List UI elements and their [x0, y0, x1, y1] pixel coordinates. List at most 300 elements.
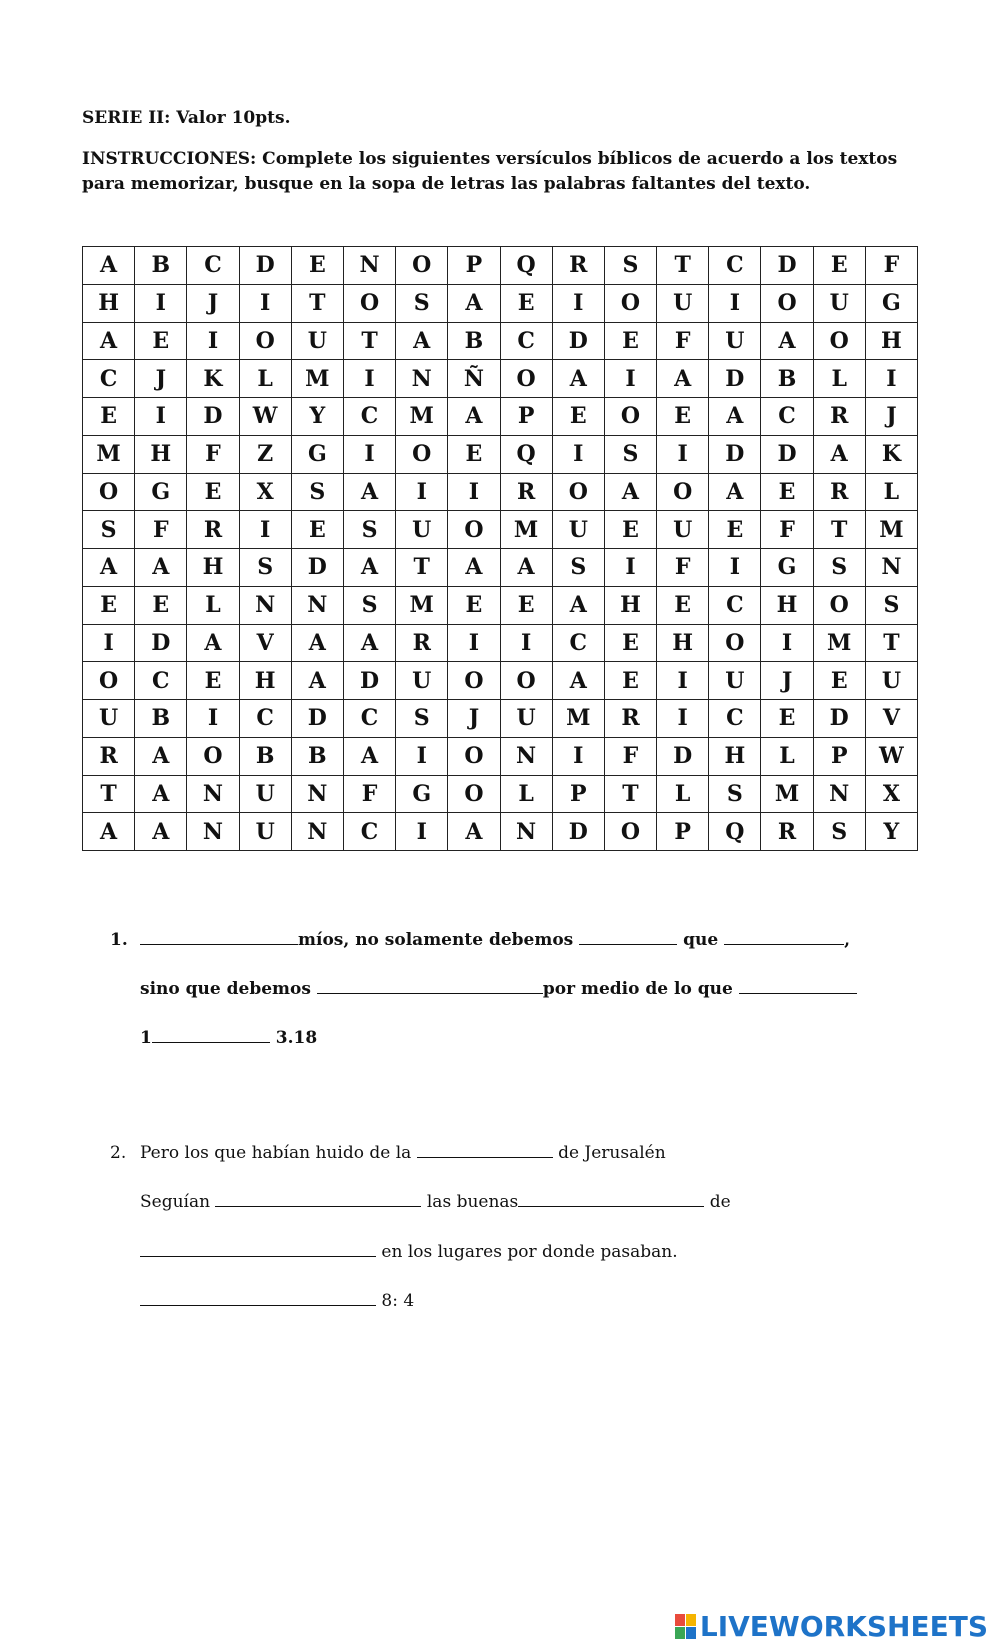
grid-cell[interactable]: D — [343, 662, 395, 700]
grid-cell[interactable]: E — [813, 247, 865, 285]
grid-cell[interactable]: A — [291, 624, 343, 662]
text-fragment: míos, no solamente debemos — [298, 930, 574, 950]
text-fragment: 3.18 — [275, 1028, 318, 1048]
grid-cell[interactable]: R — [604, 700, 656, 738]
grid-cell[interactable]: K — [865, 435, 917, 473]
grid-cell[interactable]: H — [604, 586, 656, 624]
grid-cell[interactable]: I — [396, 737, 448, 775]
grid-cell[interactable]: I — [135, 398, 187, 436]
blank-input[interactable] — [215, 1190, 421, 1207]
grid-row — [83, 813, 918, 851]
grid-cell[interactable]: A — [448, 549, 500, 587]
grid-cell[interactable]: E — [500, 586, 552, 624]
grid-cell[interactable]: C — [709, 586, 761, 624]
grid-cell[interactable]: I — [604, 549, 656, 587]
grid-cell[interactable]: I — [657, 435, 709, 473]
grid-cell[interactable]: P — [657, 813, 709, 851]
grid-cell[interactable]: S — [83, 511, 135, 549]
grid-cell[interactable]: O — [83, 662, 135, 700]
grid-cell[interactable]: E — [604, 322, 656, 360]
section-title: SERIE II: Valor 10pts. — [82, 108, 291, 128]
grid-cell[interactable]: O — [500, 360, 552, 398]
grid-cell[interactable]: L — [657, 775, 709, 813]
text-fragment: en los lugares por donde pasaban. — [381, 1242, 678, 1262]
grid-row — [83, 360, 918, 398]
grid-cell[interactable]: T — [396, 549, 448, 587]
grid-cell[interactable]: I — [343, 360, 395, 398]
grid-cell[interactable]: E — [135, 586, 187, 624]
grid-cell[interactable]: U — [83, 700, 135, 738]
grid-cell[interactable]: C — [343, 700, 395, 738]
grid-cell[interactable]: C — [761, 398, 813, 436]
grid-cell[interactable]: U — [709, 662, 761, 700]
grid-cell[interactable]: U — [239, 775, 291, 813]
grid-cell[interactable]: A — [83, 322, 135, 360]
grid-cell[interactable]: N — [291, 775, 343, 813]
grid-cell[interactable]: U — [813, 284, 865, 322]
text-fragment: sino que debemos — [140, 979, 311, 999]
grid-cell[interactable]: Y — [865, 813, 917, 851]
grid-cell[interactable]: I — [657, 700, 709, 738]
grid-cell[interactable]: E — [604, 624, 656, 662]
grid-cell[interactable]: L — [239, 360, 291, 398]
grid-cell[interactable]: H — [83, 284, 135, 322]
blank-input[interactable] — [140, 1289, 376, 1306]
grid-cell[interactable]: N — [500, 737, 552, 775]
grid-cell[interactable]: I — [448, 624, 500, 662]
grid-cell[interactable]: A — [604, 473, 656, 511]
grid-cell[interactable]: E — [291, 511, 343, 549]
grid-row — [83, 511, 918, 549]
grid-cell[interactable]: F — [761, 511, 813, 549]
grid-cell[interactable]: I — [396, 473, 448, 511]
grid-cell[interactable]: R — [83, 737, 135, 775]
word-search-grid — [82, 246, 918, 851]
grid-cell[interactable]: B — [135, 247, 187, 285]
grid-cell[interactable]: I — [657, 662, 709, 700]
grid-cell[interactable]: E — [552, 398, 604, 436]
grid-cell[interactable]: M — [761, 775, 813, 813]
grid-cell[interactable]: I — [239, 511, 291, 549]
grid-cell[interactable]: U — [500, 700, 552, 738]
grid-cell[interactable]: N — [291, 813, 343, 851]
question-1-line-3 — [140, 1026, 317, 1050]
grid-cell[interactable]: I — [552, 737, 604, 775]
grid-cell[interactable]: I — [709, 284, 761, 322]
grid-cell[interactable]: R — [396, 624, 448, 662]
grid-cell[interactable]: U — [657, 284, 709, 322]
grid-cell[interactable]: O — [657, 473, 709, 511]
grid-cell[interactable]: H — [239, 662, 291, 700]
grid-cell[interactable]: A — [343, 473, 395, 511]
grid-cell[interactable]: I — [239, 284, 291, 322]
grid-cell[interactable]: O — [187, 737, 239, 775]
grid-row — [83, 737, 918, 775]
grid-cell[interactable]: O — [239, 322, 291, 360]
grid-cell[interactable]: F — [604, 737, 656, 775]
grid-cell[interactable]: O — [604, 813, 656, 851]
grid-cell[interactable]: A — [500, 549, 552, 587]
grid-cell[interactable]: C — [83, 360, 135, 398]
blank-input[interactable] — [579, 928, 677, 945]
blank-input[interactable] — [739, 977, 857, 994]
text-fragment: por medio de lo que — [542, 979, 733, 999]
grid-cell[interactable]: A — [552, 586, 604, 624]
grid-cell[interactable]: A — [135, 549, 187, 587]
grid-cell[interactable]: A — [83, 247, 135, 285]
grid-cell[interactable]: B — [239, 737, 291, 775]
grid-cell[interactable]: E — [500, 284, 552, 322]
grid-cell[interactable]: I — [343, 435, 395, 473]
text-fragment: Pero los que habían huido de la — [140, 1143, 412, 1163]
grid-cell[interactable]: A — [187, 624, 239, 662]
grid-cell[interactable]: A — [291, 662, 343, 700]
grid-row — [83, 398, 918, 436]
grid-cell[interactable]: V — [239, 624, 291, 662]
grid-cell[interactable]: N — [187, 813, 239, 851]
grid-cell[interactable]: L — [761, 737, 813, 775]
grid-cell[interactable]: S — [813, 813, 865, 851]
text-fragment: , — [844, 930, 850, 950]
grid-cell[interactable]: V — [865, 700, 917, 738]
grid-cell[interactable]: D — [291, 549, 343, 587]
grid-cell[interactable]: J — [187, 284, 239, 322]
grid-cell[interactable]: U — [396, 511, 448, 549]
grid-cell[interactable]: P — [552, 775, 604, 813]
grid-cell[interactable]: F — [187, 435, 239, 473]
grid-cell[interactable]: O — [448, 737, 500, 775]
grid-cell[interactable]: I — [396, 813, 448, 851]
blank-input[interactable] — [518, 1190, 704, 1207]
grid-row — [83, 473, 918, 511]
grid-cell[interactable]: A — [552, 662, 604, 700]
grid-cell[interactable]: O — [343, 284, 395, 322]
grid-cell[interactable]: B — [448, 322, 500, 360]
grid-cell[interactable]: B — [761, 360, 813, 398]
grid-cell[interactable]: S — [865, 586, 917, 624]
question-1-line-1 — [140, 928, 850, 952]
grid-cell[interactable]: I — [83, 624, 135, 662]
grid-cell[interactable]: F — [135, 511, 187, 549]
grid-cell[interactable]: B — [135, 700, 187, 738]
grid-cell[interactable]: W — [865, 737, 917, 775]
grid-cell[interactable]: S — [239, 549, 291, 587]
grid-cell[interactable]: Y — [291, 398, 343, 436]
grid-cell[interactable]: U — [657, 511, 709, 549]
grid-cell[interactable]: M — [500, 511, 552, 549]
grid-cell[interactable]: E — [187, 473, 239, 511]
grid-cell[interactable]: O — [604, 284, 656, 322]
grid-cell[interactable]: D — [657, 737, 709, 775]
grid-cell[interactable]: S — [813, 549, 865, 587]
grid-cell[interactable]: A — [448, 813, 500, 851]
grid-cell[interactable]: E — [604, 662, 656, 700]
grid-cell[interactable]: A — [813, 435, 865, 473]
liveworksheets-logo — [675, 1610, 988, 1643]
grid-cell[interactable]: L — [500, 775, 552, 813]
grid-cell[interactable]: C — [709, 247, 761, 285]
grid-cell[interactable]: M — [552, 700, 604, 738]
grid-cell[interactable]: A — [135, 813, 187, 851]
grid-cell[interactable]: H — [761, 586, 813, 624]
grid-cell[interactable]: G — [135, 473, 187, 511]
grid-cell[interactable]: C — [500, 322, 552, 360]
grid-cell[interactable]: M — [396, 586, 448, 624]
grid-cell[interactable]: E — [709, 511, 761, 549]
grid-cell[interactable]: S — [343, 511, 395, 549]
question-1-line-2 — [140, 977, 857, 1001]
grid-cell[interactable]: C — [187, 247, 239, 285]
grid-cell[interactable]: L — [187, 586, 239, 624]
grid-cell[interactable]: S — [604, 435, 656, 473]
grid-cell[interactable]: E — [83, 398, 135, 436]
grid-cell[interactable]: E — [291, 247, 343, 285]
grid-cell[interactable]: A — [709, 473, 761, 511]
grid-row — [83, 775, 918, 813]
grid-cell[interactable]: E — [813, 662, 865, 700]
grid-cell[interactable]: I — [709, 549, 761, 587]
grid-cell[interactable]: U — [291, 322, 343, 360]
grid-cell[interactable]: J — [135, 360, 187, 398]
grid-cell[interactable]: S — [709, 775, 761, 813]
grid-cell[interactable]: M — [291, 360, 343, 398]
blank-input[interactable] — [724, 928, 844, 945]
grid-cell[interactable]: F — [865, 247, 917, 285]
grid-cell[interactable]: A — [761, 322, 813, 360]
grid-cell[interactable]: A — [83, 813, 135, 851]
grid-cell[interactable]: C — [343, 813, 395, 851]
grid-cell[interactable]: D — [291, 700, 343, 738]
grid-cell[interactable]: O — [604, 398, 656, 436]
grid-cell[interactable]: O — [813, 322, 865, 360]
grid-cell[interactable]: E — [135, 322, 187, 360]
grid-cell[interactable]: N — [239, 586, 291, 624]
grid-cell[interactable]: E — [761, 473, 813, 511]
grid-cell[interactable]: U — [239, 813, 291, 851]
grid-cell[interactable]: B — [291, 737, 343, 775]
grid-row — [83, 586, 918, 624]
grid-cell[interactable]: E — [657, 398, 709, 436]
grid-cell[interactable]: C — [552, 624, 604, 662]
grid-cell[interactable]: N — [291, 586, 343, 624]
blank-input[interactable] — [140, 1240, 376, 1257]
grid-cell[interactable]: D — [813, 700, 865, 738]
grid-cell[interactable]: M — [865, 511, 917, 549]
grid-row — [83, 247, 918, 285]
blank-input[interactable] — [417, 1141, 553, 1158]
grid-cell[interactable]: A — [396, 322, 448, 360]
grid-cell[interactable]: D — [552, 813, 604, 851]
grid-cell[interactable]: A — [448, 284, 500, 322]
grid-cell[interactable]: U — [552, 511, 604, 549]
grid-cell[interactable]: C — [709, 700, 761, 738]
grid-cell[interactable]: O — [83, 473, 135, 511]
grid-cell[interactable]: D — [709, 360, 761, 398]
question-2-line-1 — [140, 1141, 666, 1165]
grid-cell[interactable]: F — [657, 549, 709, 587]
grid-cell[interactable]: Z — [239, 435, 291, 473]
grid-cell[interactable]: N — [343, 247, 395, 285]
grid-cell[interactable]: H — [657, 624, 709, 662]
grid-cell[interactable]: S — [552, 549, 604, 587]
grid-cell[interactable]: S — [396, 284, 448, 322]
grid-cell[interactable]: G — [291, 435, 343, 473]
grid-cell[interactable]: A — [343, 737, 395, 775]
grid-cell[interactable]: O — [761, 284, 813, 322]
grid-cell[interactable]: A — [343, 624, 395, 662]
grid-cell[interactable]: H — [709, 737, 761, 775]
grid-cell[interactable]: O — [396, 435, 448, 473]
grid-cell[interactable]: A — [343, 549, 395, 587]
grid-cell[interactable]: F — [343, 775, 395, 813]
grid-cell[interactable]: T — [657, 247, 709, 285]
grid-cell[interactable]: O — [709, 624, 761, 662]
grid-cell[interactable]: A — [552, 360, 604, 398]
grid-cell[interactable]: D — [187, 398, 239, 436]
grid-cell[interactable]: U — [865, 662, 917, 700]
grid-cell[interactable]: S — [396, 700, 448, 738]
grid-cell[interactable]: E — [448, 435, 500, 473]
grid-cell[interactable]: T — [291, 284, 343, 322]
liveworksheets-logo-icon — [675, 1614, 696, 1639]
grid-cell[interactable]: D — [552, 322, 604, 360]
grid-cell[interactable]: T — [813, 511, 865, 549]
blank-input[interactable] — [317, 977, 543, 994]
grid-cell[interactable]: O — [500, 662, 552, 700]
grid-cell[interactable]: N — [187, 775, 239, 813]
grid-cell[interactable]: H — [187, 549, 239, 587]
grid-cell[interactable]: T — [83, 775, 135, 813]
grid-cell[interactable]: K — [187, 360, 239, 398]
grid-cell[interactable]: D — [239, 247, 291, 285]
grid-cell[interactable]: A — [657, 360, 709, 398]
grid-cell[interactable]: U — [396, 662, 448, 700]
grid-cell[interactable]: O — [448, 775, 500, 813]
grid-cell[interactable]: S — [291, 473, 343, 511]
grid-cell[interactable]: E — [448, 586, 500, 624]
text-fragment: 8: 4 — [381, 1291, 415, 1311]
grid-cell[interactable]: A — [83, 549, 135, 587]
grid-cell[interactable]: I — [187, 322, 239, 360]
grid-cell[interactable]: G — [396, 775, 448, 813]
grid-cell[interactable]: L — [813, 360, 865, 398]
grid-cell[interactable]: R — [552, 247, 604, 285]
grid-cell[interactable]: N — [396, 360, 448, 398]
grid-cell[interactable]: J — [865, 398, 917, 436]
grid-cell[interactable]: O — [448, 662, 500, 700]
grid-cell[interactable]: R — [761, 813, 813, 851]
grid-cell[interactable]: I — [552, 435, 604, 473]
grid-cell[interactable]: P — [813, 737, 865, 775]
grid-cell[interactable]: C — [239, 700, 291, 738]
grid-cell[interactable]: D — [761, 247, 813, 285]
grid-cell[interactable]: D — [135, 624, 187, 662]
grid-cell[interactable]: X — [865, 775, 917, 813]
brand-name: LIVEWORKSHEETS — [699, 1610, 988, 1643]
grid-row — [83, 284, 918, 322]
grid-cell[interactable]: S — [604, 247, 656, 285]
grid-row — [83, 624, 918, 662]
grid-cell[interactable]: M — [396, 398, 448, 436]
grid-cell[interactable]: T — [343, 322, 395, 360]
grid-cell[interactable]: C — [135, 662, 187, 700]
grid-cell[interactable]: L — [865, 473, 917, 511]
grid-cell[interactable]: I — [448, 473, 500, 511]
grid-cell[interactable]: E — [657, 586, 709, 624]
grid-cell[interactable]: D — [761, 435, 813, 473]
grid-cell[interactable]: N — [865, 549, 917, 587]
text-fragment: las buenas — [426, 1192, 519, 1212]
grid-cell[interactable]: D — [709, 435, 761, 473]
grid-cell[interactable]: M — [83, 435, 135, 473]
grid-cell[interactable]: M — [813, 624, 865, 662]
grid-cell[interactable]: Q — [709, 813, 761, 851]
grid-cell[interactable]: N — [500, 813, 552, 851]
grid-row — [83, 662, 918, 700]
grid-cell[interactable]: F — [657, 322, 709, 360]
grid-cell[interactable]: G — [761, 549, 813, 587]
grid-cell[interactable]: E — [83, 586, 135, 624]
grid-cell[interactable]: I — [187, 700, 239, 738]
grid-cell[interactable]: E — [604, 511, 656, 549]
grid-cell[interactable]: W — [239, 398, 291, 436]
grid-cell[interactable]: P — [448, 247, 500, 285]
grid-cell[interactable]: E — [761, 700, 813, 738]
grid-cell[interactable]: N — [813, 775, 865, 813]
grid-cell[interactable]: J — [448, 700, 500, 738]
grid-cell[interactable]: Q — [500, 247, 552, 285]
text-fragment: de — [709, 1192, 731, 1212]
grid-cell[interactable]: I — [552, 284, 604, 322]
grid-cell[interactable]: A — [135, 737, 187, 775]
grid-cell[interactable]: X — [239, 473, 291, 511]
grid-cell[interactable]: I — [604, 360, 656, 398]
grid-cell[interactable]: S — [343, 586, 395, 624]
grid-cell[interactable]: R — [500, 473, 552, 511]
grid-cell[interactable]: P — [500, 398, 552, 436]
grid-cell[interactable]: A — [448, 398, 500, 436]
question-2-line-4 — [140, 1289, 414, 1313]
grid-cell[interactable]: I — [865, 360, 917, 398]
grid-cell[interactable]: A — [135, 775, 187, 813]
grid-cell[interactable]: O — [448, 511, 500, 549]
grid-cell[interactable]: I — [761, 624, 813, 662]
grid-cell[interactable]: O — [552, 473, 604, 511]
grid-cell[interactable]: O — [813, 586, 865, 624]
grid-cell[interactable]: R — [187, 511, 239, 549]
grid-cell[interactable]: E — [187, 662, 239, 700]
grid-row — [83, 700, 918, 738]
grid-cell[interactable]: O — [396, 247, 448, 285]
grid-cell[interactable]: I — [500, 624, 552, 662]
grid-cell[interactable]: A — [709, 398, 761, 436]
grid-cell[interactable]: H — [865, 322, 917, 360]
grid-cell[interactable]: T — [865, 624, 917, 662]
grid-cell[interactable]: U — [709, 322, 761, 360]
grid-cell[interactable]: I — [135, 284, 187, 322]
grid-cell[interactable]: Ñ — [448, 360, 500, 398]
grid-cell[interactable]: H — [135, 435, 187, 473]
grid-cell[interactable]: R — [813, 473, 865, 511]
blank-input[interactable] — [152, 1026, 270, 1043]
grid-cell[interactable]: J — [761, 662, 813, 700]
grid-cell[interactable]: R — [813, 398, 865, 436]
grid-cell[interactable]: T — [604, 775, 656, 813]
blank-input[interactable] — [140, 928, 298, 945]
grid-cell[interactable]: G — [865, 284, 917, 322]
grid-cell[interactable]: Q — [500, 435, 552, 473]
grid-cell[interactable]: C — [343, 398, 395, 436]
